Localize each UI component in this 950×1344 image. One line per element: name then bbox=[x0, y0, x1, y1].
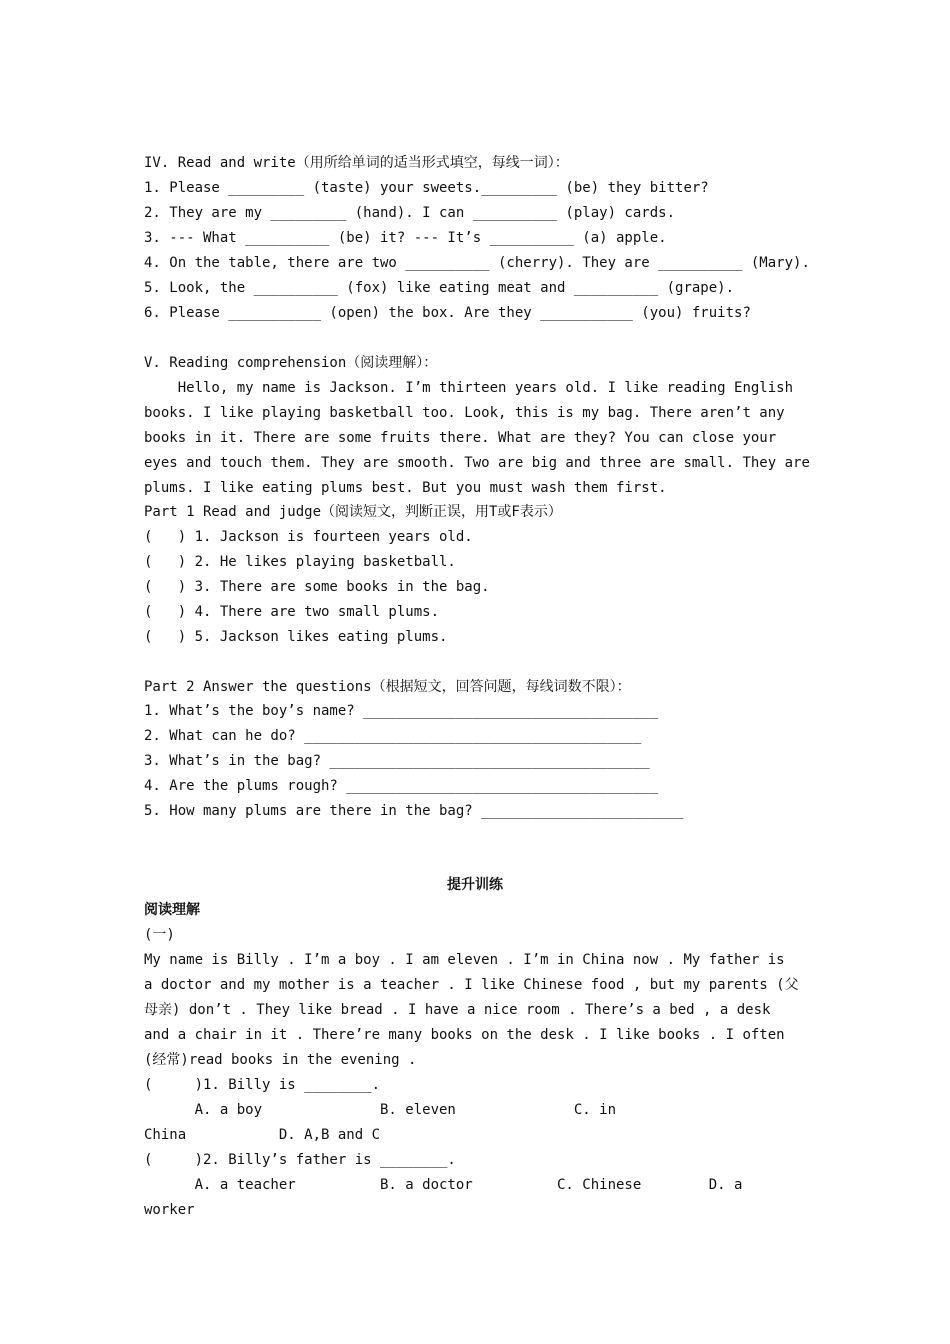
passage-line: plums. I like eating plums best. But you must wash them first. bbox=[144, 480, 667, 496]
choice-options: worker bbox=[144, 1202, 195, 1218]
choice-options: China D. A,B and C bbox=[144, 1127, 381, 1143]
choice-question: ( )2. Billy’s father is ________. bbox=[144, 1152, 456, 1168]
question-item: 4. Are the plums rough? _____________________________________ bbox=[144, 778, 659, 794]
passage-line: 母亲) don’t . They like bread . I have a nice room . There’s a bed , a desk bbox=[144, 1002, 771, 1018]
judge-item: ( ) 1. Jackson is fourteen years old. bbox=[144, 529, 473, 545]
judge-item: ( ) 3. There are some books in the bag. bbox=[144, 579, 490, 595]
section-5-heading: V. Reading comprehension（阅读理解）： bbox=[144, 355, 438, 371]
passage-line: eyes and touch them. They are smooth. Two are big and three are small. They are bbox=[144, 455, 810, 471]
judge-item: ( ) 2. He likes playing basketball. bbox=[144, 554, 456, 570]
part-2-heading: Part 2 Answer the questions（根据短文，回答问题，每线词数不限）： bbox=[144, 679, 631, 695]
judge-item: ( ) 5. Jackson likes eating plums. bbox=[144, 629, 448, 645]
passage-line: a doctor and my mother is a teacher . I like Chinese food , but my parents (父 bbox=[144, 977, 799, 993]
part-1-heading: Part 1 Read and judge（阅读短文，判断正误，用T或F表示） bbox=[144, 504, 562, 520]
section-4-item: 6. Please ___________ (open) the box. Are they ___________ (you) fruits? bbox=[144, 305, 751, 321]
section-4-item: 3. --- What __________ (be) it? --- It’s __________ (a) apple. bbox=[144, 230, 667, 246]
passage-line: and a chair in it . There’re many books on the desk . I like books . I often bbox=[144, 1027, 785, 1043]
section-4-heading: IV. Read and write（用所给单词的适当形式填空，每线一词）： bbox=[144, 155, 569, 171]
section-4-item: 4. On the table, there are two __________ (cherry). They are __________ (Mary). bbox=[144, 255, 810, 271]
section-title: 提升训练 bbox=[447, 877, 503, 893]
question-item: 3. What’s in the bag? ______________________________________ bbox=[144, 753, 650, 769]
passage-line: (经常)read books in the evening . bbox=[144, 1052, 417, 1068]
passage-number: (一) bbox=[144, 927, 175, 943]
choice-options: A. a teacher B. a doctor C. Chinese D. a bbox=[144, 1177, 743, 1193]
question-item: 2. What can he do? ________________________________________ bbox=[144, 728, 642, 744]
question-item: 1. What’s the boy’s name? ___________________________________ bbox=[144, 703, 659, 719]
passage-line: books. I like playing basketball too. Look, this is my bag. There aren’t any bbox=[144, 405, 785, 421]
section-4-item: 2. They are my _________ (hand). I can __________ (play) cards. bbox=[144, 205, 676, 221]
choice-options: A. a boy B. eleven C. in bbox=[144, 1102, 617, 1118]
passage-line: My name is Billy . I’m a boy . I am eleven . I’m in China now . My father is bbox=[144, 952, 785, 968]
passage-line: Hello, my name is Jackson. I’m thirteen years old. I like reading English bbox=[144, 380, 794, 396]
question-item: 5. How many plums are there in the bag? ________________________ bbox=[144, 803, 684, 819]
section-4-item: 5. Look, the __________ (fox) like eating meat and __________ (grape). bbox=[144, 280, 735, 296]
passage-line: books in it. There are some fruits there. What are they? You can close your bbox=[144, 430, 777, 446]
section-4-item: 1. Please _________ (taste) your sweets._________ (be) they bitter? bbox=[144, 180, 709, 196]
choice-question: ( )1. Billy is ________. bbox=[144, 1077, 381, 1093]
section-subtitle: 阅读理解 bbox=[144, 902, 200, 918]
judge-item: ( ) 4. There are two small plums. bbox=[144, 604, 440, 620]
